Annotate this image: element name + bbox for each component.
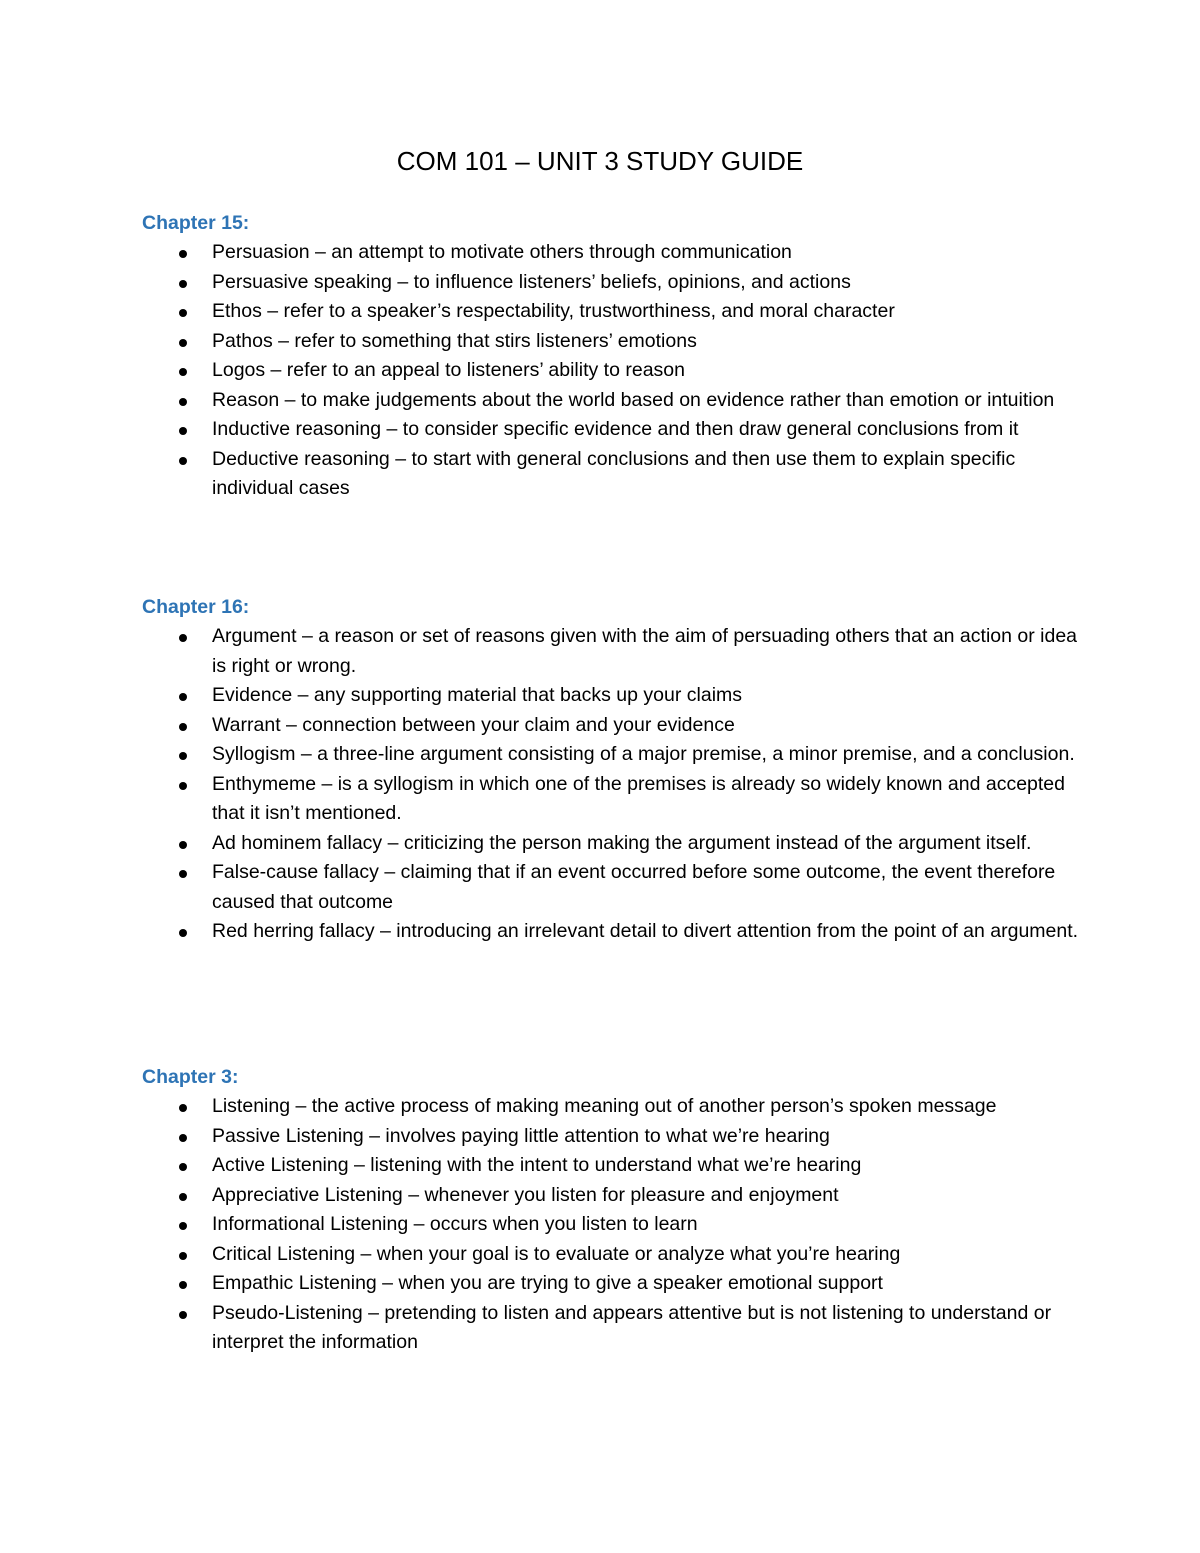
bullet-icon [179,1281,187,1289]
term-definition: Argument – a reason or set of reasons given with the aim of persuading others that an action or idea is right or wrong. [212,625,1078,677]
list-item [142,238,1082,268]
term-list [142,622,1082,947]
list-item [142,1240,1082,1270]
term-list [142,1092,1082,1358]
term-definition: Syllogism – a three-line argument consisting of a major premise, a minor premise, and a conclusion. [212,743,1075,765]
bullet-icon [179,398,187,406]
bullet-icon [179,1222,187,1230]
term-definition: Evidence – any supporting material that backs up your claims [212,684,743,706]
list-item [142,858,1082,917]
list-item [142,740,1082,770]
list-item [142,1299,1082,1358]
term-definition: Passive Listening – involves paying little attention to what we’re hearing [212,1124,830,1147]
bullet-icon [179,634,187,642]
list-item [142,1181,1082,1211]
term-definition: Reason – to make judgements about the world based on evidence rather than emotion or intuition [212,388,1055,411]
list-item [142,1151,1082,1181]
list-item [142,917,1082,947]
section-chapter-3 [142,1062,1082,1358]
section-chapter-15 [142,208,1082,504]
list-item [142,268,1082,298]
list-item [142,415,1082,445]
term-definition: Red herring fallacy – introducing an irrelevant detail to divert attention from the point of an argument. [212,920,1079,942]
list-item [142,1122,1082,1152]
list-item [142,829,1082,859]
bullet-icon [179,752,187,760]
list-item [142,622,1082,681]
bullet-icon [179,427,187,435]
section-heading: Chapter 15: [142,212,250,234]
term-definition: Empathic Listening – when you are trying to give a speaker emotional support [212,1272,883,1294]
bullet-icon [179,1134,187,1142]
bullet-icon [179,1104,187,1112]
bullet-icon [179,250,187,258]
list-item [142,681,1082,711]
term-definition: Deductive reasoning – to start with general conclusions and then use them to explain specific individual cases [212,447,1016,499]
term-definition: False-cause fallacy – claiming that if an event occurred before some outcome, the event therefore caused that outcome [212,861,1056,913]
bullet-icon [179,693,187,701]
list-item [142,770,1082,829]
bullet-icon [179,1252,187,1260]
list-item [142,1210,1082,1240]
bullet-icon [179,309,187,317]
term-list [142,238,1082,504]
term-definition: Ad hominem fallacy – criticizing the person making the argument instead of the argument itself. [212,831,1032,854]
list-item [142,1092,1082,1122]
bullet-icon [179,368,187,376]
bullet-icon [179,723,187,731]
bullet-icon [179,782,187,790]
list-item [142,445,1082,504]
bullet-icon [179,339,187,347]
bullet-icon [179,457,187,465]
section-heading: Chapter 3: [142,1066,239,1088]
term-definition: Active Listening – listening with the intent to understand what we’re hearing [212,1154,862,1176]
list-item [142,356,1082,386]
term-definition: Listening – the active process of making meaning out of another person’s spoken message [212,1095,997,1117]
bullet-icon [179,870,187,878]
term-definition: Enthymeme – is a syllogism in which one of the premises is already so widely known and accepted that it isn’t mentioned. [212,772,1066,824]
term-definition: Inductive reasoning – to consider specific evidence and then draw general conclusions from it [212,418,1019,440]
term-definition: Informational Listening – occurs when you listen to learn [212,1213,698,1235]
section-chapter-16 [142,592,1082,947]
list-item [142,327,1082,357]
term-definition: Critical Listening – when your goal is to evaluate or analyze what you’re hearing [212,1242,901,1265]
bullet-icon [179,929,187,937]
term-definition: Pathos – refer to something that stirs listeners’ emotions [212,329,697,352]
list-item [142,386,1082,416]
list-item [142,297,1082,327]
term-definition: Appreciative Listening – whenever you listen for pleasure and enjoyment [212,1183,839,1206]
term-definition: Warrant – connection between your claim and your evidence [212,713,735,736]
bullet-icon [179,841,187,849]
section-heading: Chapter 16: [142,596,250,618]
list-item [142,711,1082,741]
term-definition: Persuasive speaking – to influence listeners’ beliefs, opinions, and actions [212,270,851,293]
term-definition: Ethos – refer to a speaker’s respectability, trustworthiness, and moral character [212,300,895,322]
bullet-icon [179,280,187,288]
bullet-icon [179,1311,187,1319]
term-definition: Persuasion – an attempt to motivate others through communication [212,241,792,263]
list-item [142,1269,1082,1299]
bullet-icon [179,1163,187,1171]
bullet-icon [179,1193,187,1201]
term-definition: Logos – refer to an appeal to listeners’ ability to reason [212,359,685,381]
term-definition: Pseudo-Listening – pretending to listen and appears attentive but is not listening to understand or interpret the information [212,1301,1052,1353]
page-title: COM 101 – UNIT 3 STUDY GUIDE [396,146,804,176]
